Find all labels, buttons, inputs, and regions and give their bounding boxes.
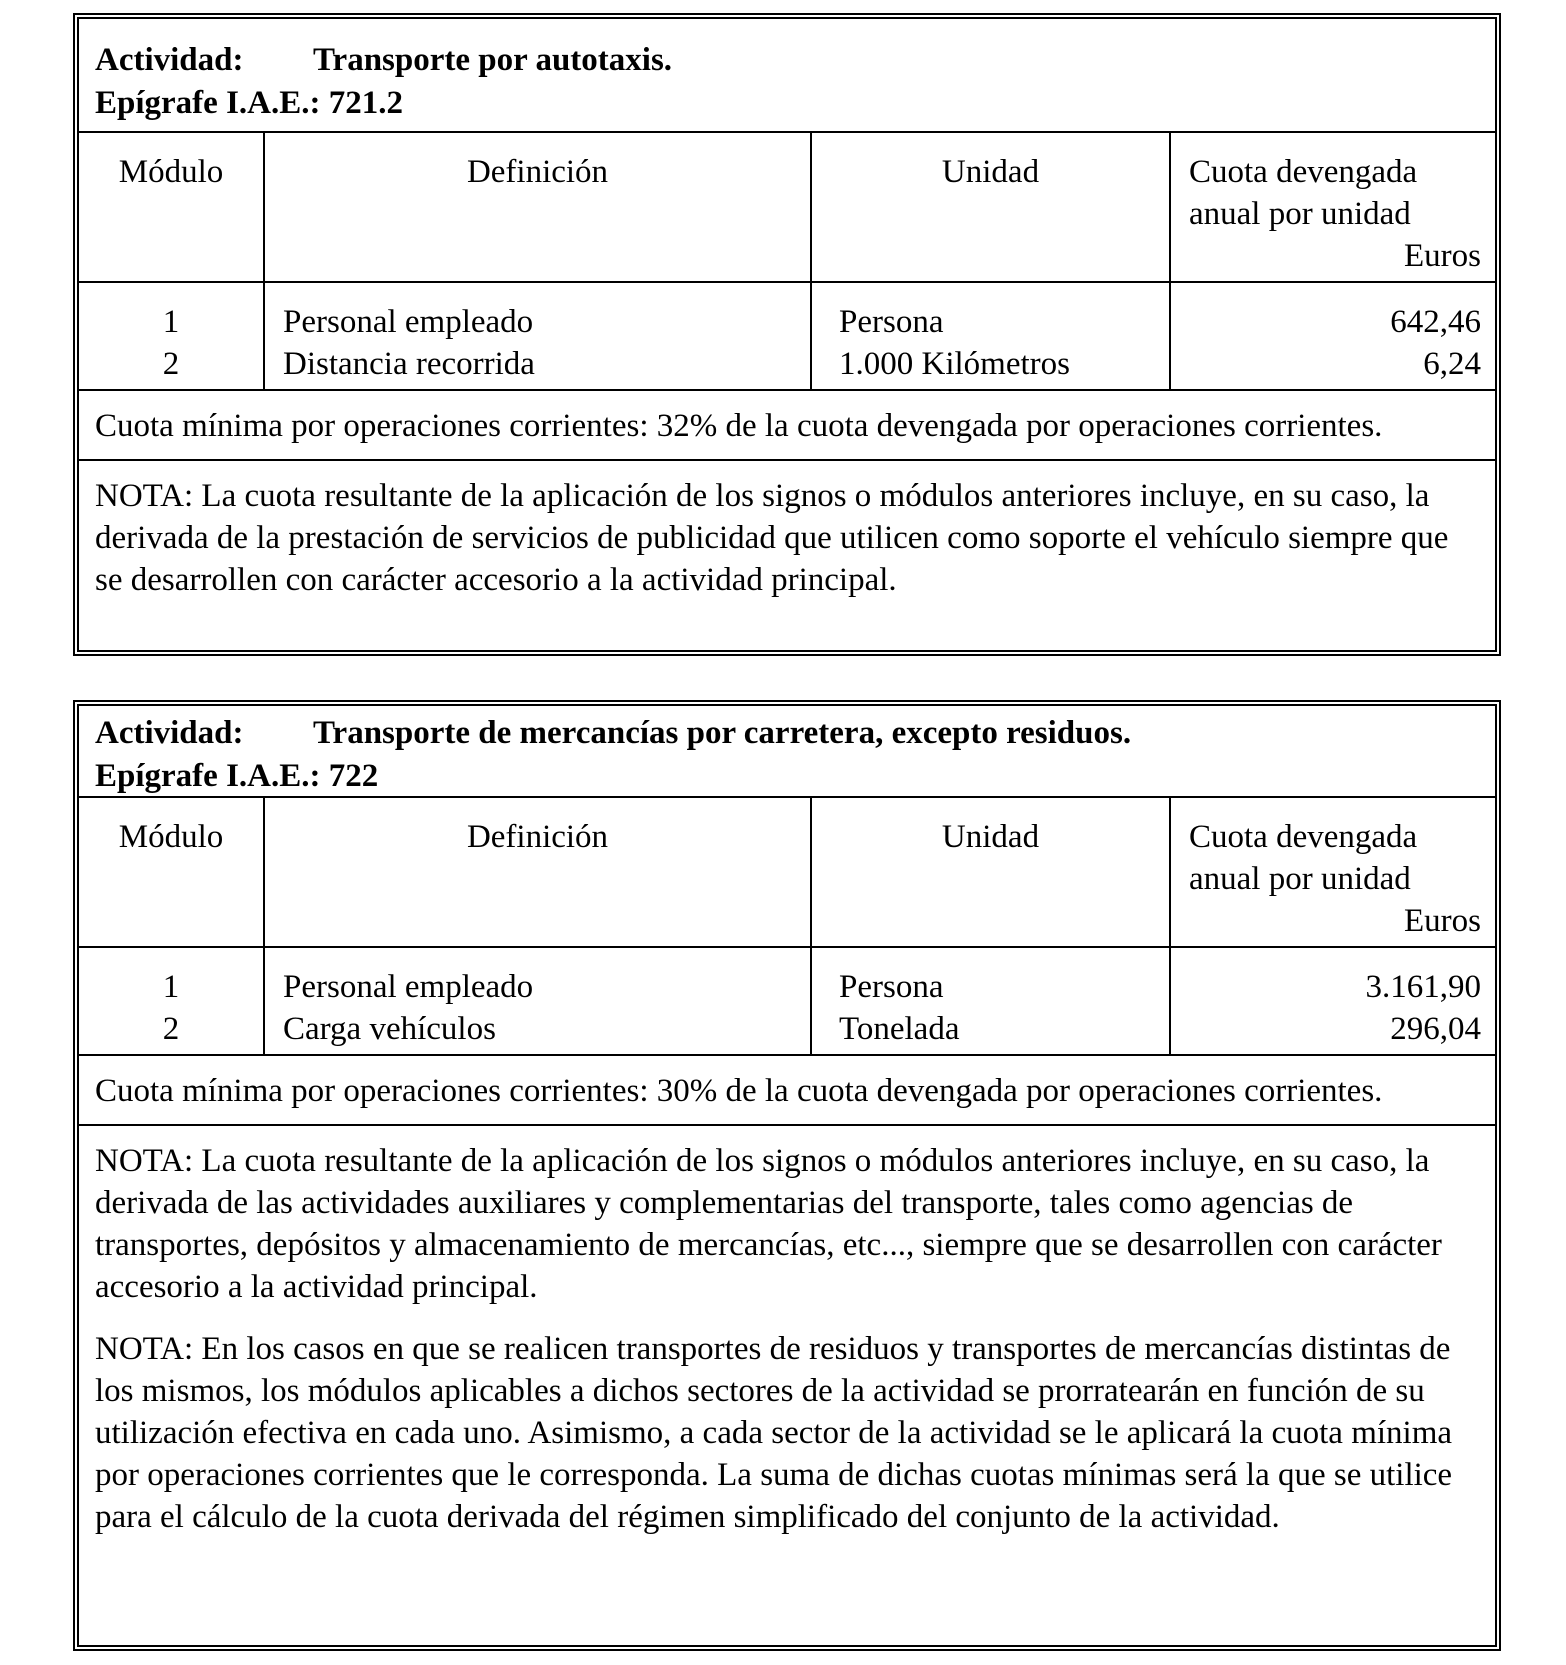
cuota-minima-text: Cuota mínima por operaciones corrientes: 30% de la cuota devengada por operaciones corrientes. (79, 1056, 1495, 1126)
cuota-header-line2: anual por unidad (1189, 861, 1411, 897)
unidad-text: Persona (839, 304, 944, 340)
table-data-row (79, 282, 1495, 390)
notes-section (79, 461, 1495, 613)
column-header-cuota (1170, 133, 1495, 282)
modulo-number: 1 (162, 969, 180, 1005)
notes-section (79, 1126, 1495, 1550)
modulo-number: 2 (162, 1011, 180, 1047)
unidad-text: Persona (839, 969, 944, 1005)
cuota-value: 642,46 (1390, 304, 1481, 340)
table-header-row (79, 133, 1495, 282)
cuota-cell (1170, 947, 1495, 1055)
cuota-header-line2: anual por unidad (1189, 196, 1411, 232)
definicion-text: Personal empleado (283, 304, 534, 340)
column-header-definicion: Definición (264, 798, 811, 947)
table-header-row (79, 798, 1495, 947)
modulo-number: 1 (162, 304, 180, 340)
column-header-unidad: Unidad (811, 798, 1170, 947)
definicion-text: Carga vehículos (283, 1011, 496, 1047)
column-header-unidad: Unidad (811, 133, 1170, 282)
activity-table-721-2 (73, 13, 1501, 656)
modulo-cell (79, 947, 264, 1055)
column-header-modulo: Módulo (79, 133, 264, 282)
definicion-cell (264, 282, 811, 390)
activity-label: Actividad: (95, 715, 244, 751)
cuota-cell (1170, 282, 1495, 390)
modulo-number: 2 (162, 346, 180, 382)
activity-header (79, 706, 1495, 798)
modules-table (79, 133, 1495, 391)
activity-name: Transporte por autotaxis. (313, 42, 673, 78)
activity-name: Transporte de mercancías por carretera, excepto residuos. (313, 715, 1132, 751)
modulo-cell (79, 282, 264, 390)
cuota-header-line1: Cuota devengada (1189, 819, 1418, 855)
activity-table-722 (73, 700, 1501, 1651)
unidad-cell (811, 947, 1170, 1055)
column-header-definicion: Definición (264, 133, 811, 282)
cuota-value: 3.161,90 (1365, 969, 1481, 1005)
cuota-header-units: Euros (1404, 238, 1481, 274)
unidad-cell (811, 282, 1170, 390)
activity-header (79, 19, 1495, 133)
cuota-minima-text: Cuota mínima por operaciones corrientes: 32% de la cuota devengada por operaciones corrientes. (79, 391, 1495, 461)
definicion-text: Distancia recorrida (283, 346, 535, 382)
cuota-value: 296,04 (1390, 1011, 1481, 1047)
table-data-row (79, 947, 1495, 1055)
unidad-text: 1.000 Kilómetros (839, 346, 1070, 382)
cuota-header-units: Euros (1404, 903, 1481, 939)
nota-text: NOTA: La cuota resultante de la aplicación de los signos o módulos anteriores incluye, en su caso, la derivada de la prestación de servicios de publicidad que utilicen como soporte el vehículo siempre que se desarrollen con carácter accesorio a la actividad principal. (95, 478, 1449, 598)
column-header-cuota (1170, 798, 1495, 947)
nota-text: NOTA: En los casos en que se realicen transportes de residuos y transportes de mercancías distintas de los mismos, los módulos aplicables a dichos sectores de la actividad se prorratearán en función de su utilización efectiva en cada uno. Asimismo, a cada sector de la actividad se le aplicará la cuota mínima por operaciones corrientes que le corresponda. La suma de dichas cuotas mínimas será la que se utilice para el cálculo de la cuota derivada del régimen simplificado del conjunto de la actividad. (95, 1331, 1453, 1535)
unidad-text: Tonelada (839, 1011, 960, 1047)
epigrafe: Epígrafe I.A.E.: 722 (95, 758, 379, 794)
activity-label: Actividad: (95, 42, 244, 78)
cuota-header-line1: Cuota devengada (1189, 154, 1418, 190)
epigrafe: Epígrafe I.A.E.: 721.2 (95, 85, 403, 121)
cuota-value: 6,24 (1423, 346, 1481, 382)
definicion-text: Personal empleado (283, 969, 534, 1005)
modules-table (79, 798, 1495, 1056)
definicion-cell (264, 947, 811, 1055)
nota-text: NOTA: La cuota resultante de la aplicación de los signos o módulos anteriores incluye, en su caso, la derivada de las actividades auxiliares y complementarias del transporte, tales como agencias de transportes, depósitos y almacenamiento de mercancías, etc..., siempre que se desarrollen con carácter accesorio a la actividad principal. (95, 1143, 1442, 1305)
column-header-modulo: Módulo (79, 798, 264, 947)
